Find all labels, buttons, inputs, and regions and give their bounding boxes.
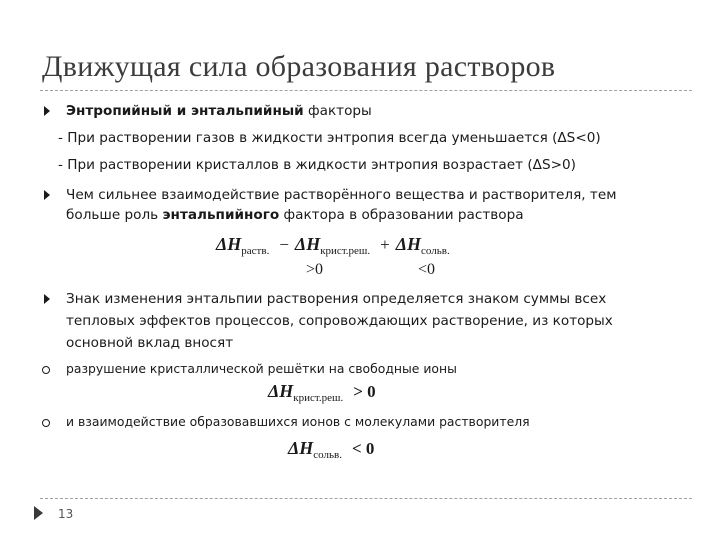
title-divider <box>40 90 692 91</box>
formula-sub-lattice: крист.реш. <box>320 245 371 257</box>
triangle-bullet-icon <box>44 294 50 304</box>
bullet-interaction-bold: энтальпийного <box>162 207 280 223</box>
bullet-interaction-pre: больше роль <box>66 207 163 223</box>
bullet-ion-solvation: и взаимодействие образовавшихся ионов с молекулами растворителя <box>66 414 530 429</box>
sub-crystal-entropy: - При растворении кристаллов в жидкости энтропия возрастает (ΔS>0) <box>58 157 576 173</box>
bullet-lattice-breakdown: разрушение кристаллической решётки на свободные ионы <box>66 361 457 376</box>
bullet-sign-line3: основной вклад вносят <box>66 335 234 351</box>
bullet-entropy-enthalpy-bold: Энтропийный и энтальпийный <box>66 103 304 119</box>
circle-bullet-icon <box>42 366 50 374</box>
formula-sub-solvation: сольв. <box>421 245 450 257</box>
formula-relation-positive: > 0 <box>353 382 376 401</box>
formula-sub-lattice: крист.реш. <box>293 392 344 404</box>
formula-delta-h: ΔH <box>216 234 242 254</box>
formula-delta-h: ΔH <box>288 438 314 458</box>
formula-delta-h: ΔH <box>294 234 321 254</box>
page-arrow-icon <box>34 506 43 520</box>
lattice-enthalpy-formula <box>268 381 382 404</box>
formula-minus: − <box>279 235 289 254</box>
bullet-sign-line1: Знак изменения энтальпии растворения определяется знаком суммы всех <box>66 291 607 307</box>
solvation-enthalpy-formula <box>288 438 380 461</box>
bullet-interaction-post: фактора в образовании раствора <box>279 207 524 223</box>
enthalpy-sum-formula <box>216 234 450 257</box>
sub-gas-entropy: - При растворении газов в жидкости энтропия всегда уменьшается (ΔS<0) <box>58 130 601 146</box>
footer-divider <box>40 498 692 499</box>
circle-bullet-icon <box>42 419 50 427</box>
triangle-bullet-icon <box>44 106 50 116</box>
formula-plus: + <box>380 235 390 254</box>
bullet-entropy-enthalpy <box>66 100 372 122</box>
formula-delta-h: ΔH <box>395 234 422 254</box>
formula-sub-solvation: сольв. <box>313 449 342 461</box>
bullet-sign-line2: тепловых эффектов процессов, сопровождающих растворение, из которых <box>66 313 613 329</box>
triangle-bullet-icon <box>44 190 50 200</box>
bullet-interaction-line1: Чем сильнее взаимодействие растворённого вещества и растворителя, тем <box>66 187 617 203</box>
formula-relation-negative: < 0 <box>351 439 375 458</box>
formula-under-negative: <0 <box>418 261 436 278</box>
bullet-interaction-line2 <box>66 204 524 226</box>
slide-title: Движущая сила образования растворов <box>42 50 556 83</box>
bullet-entropy-enthalpy-tail: факторы <box>303 103 372 119</box>
formula-under-positive: >0 <box>306 261 324 278</box>
formula-sub-solution: раств. <box>241 245 270 257</box>
page-number: 13 <box>58 507 74 521</box>
formula-delta-h: ΔH <box>268 381 294 401</box>
